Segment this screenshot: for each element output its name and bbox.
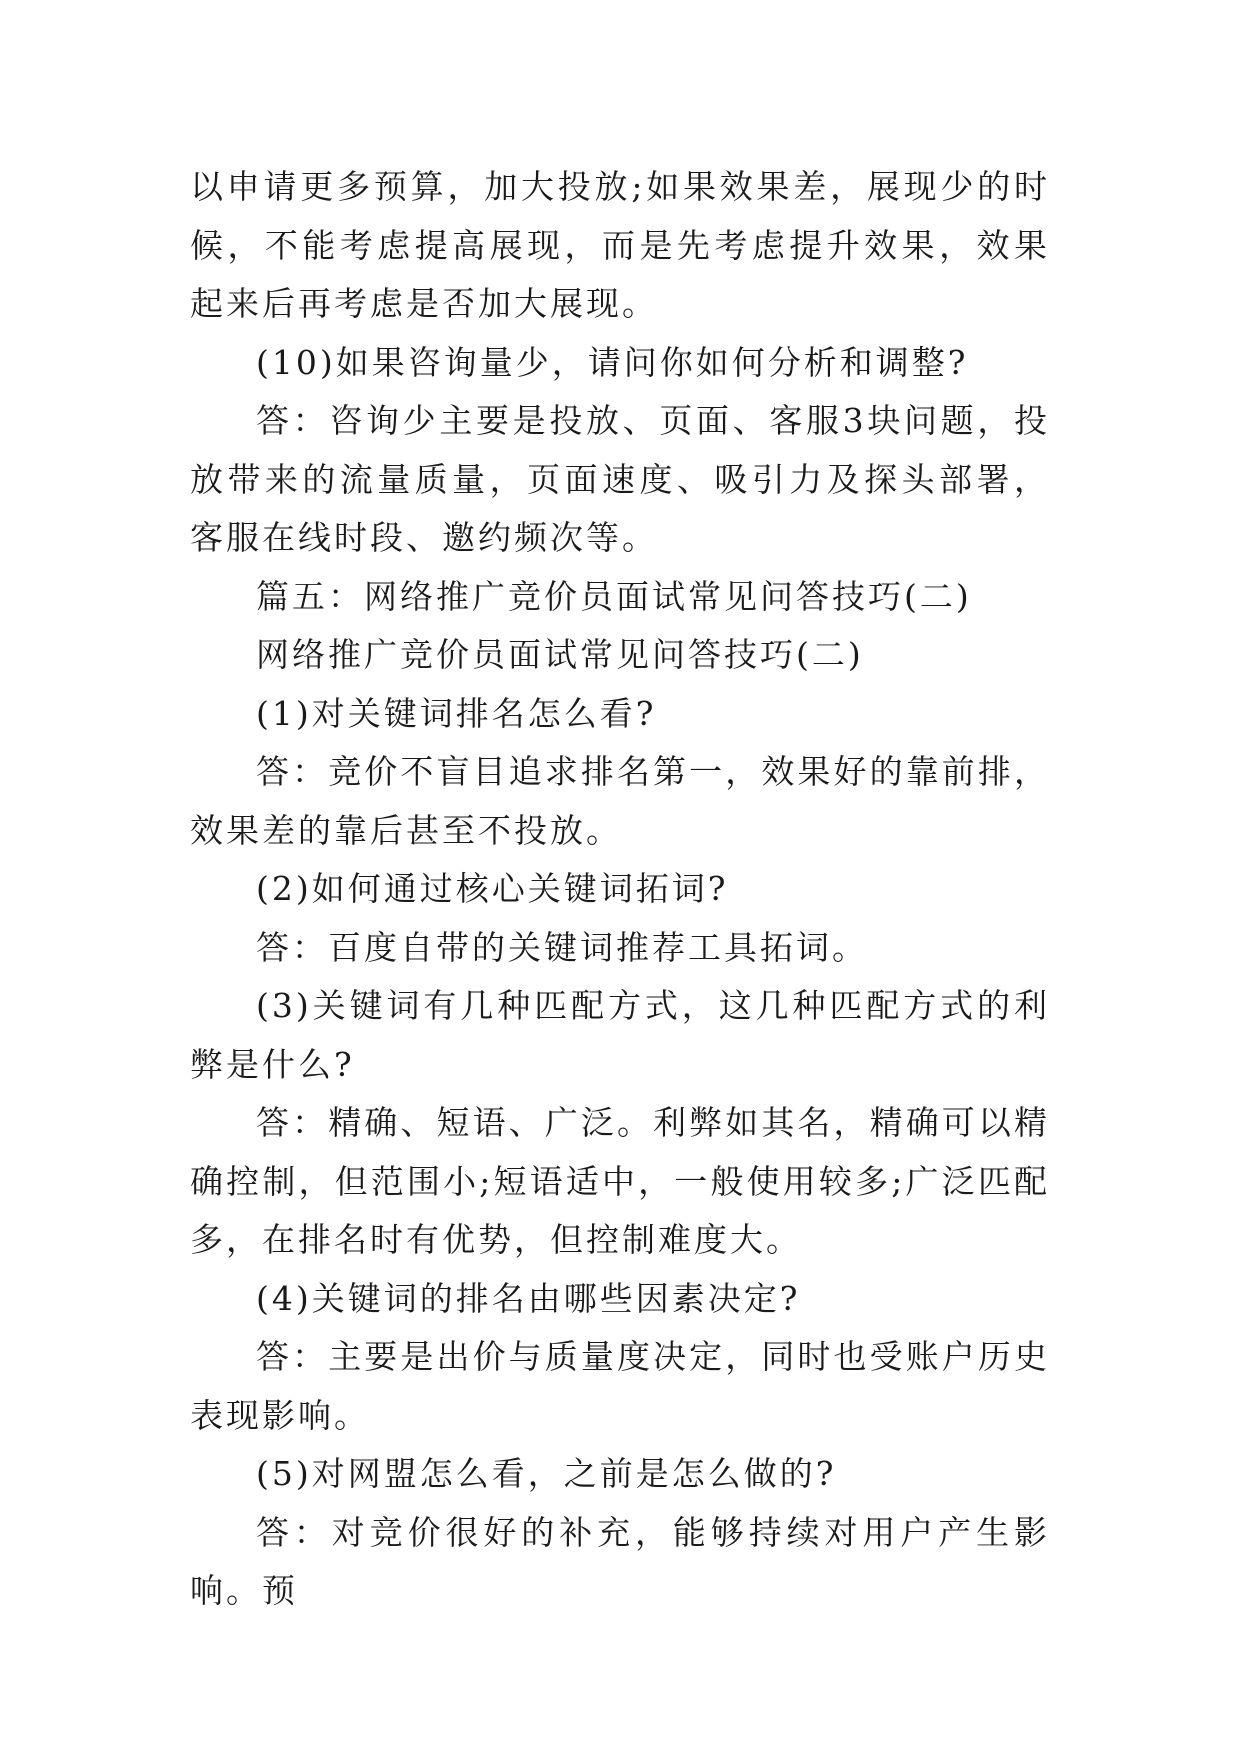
question-1: (1)对关键词排名怎么看?: [256, 693, 657, 733]
question-4: (4)关键词的排名由哪些因素决定?: [256, 1278, 801, 1318]
paragraph-continuation: 以申请更多预算，加大投放;如果效果差，展现少的时候，不能考虑提高展现，而是先考虑提升效果，效果起来后再考虑是否加大展现。: [190, 167, 1050, 323]
section-heading: 篇五：网络推广竞价员面试常见问答技巧(二): [256, 576, 972, 616]
answer-5: 答：对竞价很好的补充，能够持续对用户产生影响。预: [190, 1512, 1050, 1610]
answer-10: 答：咨询少主要是投放、页面、客服3块问题，投放带来的流量质量，页面速度、吸引力及探头部署，客服在线时段、邀约频次等。: [190, 401, 1050, 557]
document-body: [190, 158, 1050, 1621]
answer-4: 答：主要是出价与质量度决定，同时也受账户历史表现影响。: [190, 1337, 1050, 1435]
question-3: (3)关键词有几种匹配方式，这几种匹配方式的利弊是什么?: [190, 986, 1050, 1084]
question-5: (5)对网盟怎么看，之前是怎么做的?: [256, 1454, 837, 1493]
question-10: (10)如果咨询量少，请问你如何分析和调整?: [256, 342, 969, 382]
question-2: (2)如何通过核心关键词拓词?: [256, 869, 729, 908]
answer-3: 答：精确、短语、广泛。利弊如其名，精确可以精确控制，但范围小;短语适中，一般使用较多;广泛匹配多，在排名时有优势，但控制难度大。: [190, 1103, 1050, 1259]
answer-1: 答：竞价不盲目追求排名第一，效果好的靠前排，效果差的靠后甚至不投放。: [190, 752, 1050, 850]
section-subtitle: 网络推广竞价员面试常见问答技巧(二): [256, 635, 864, 674]
answer-2: 答：百度自带的关键词推荐工具拓词。: [256, 927, 868, 967]
